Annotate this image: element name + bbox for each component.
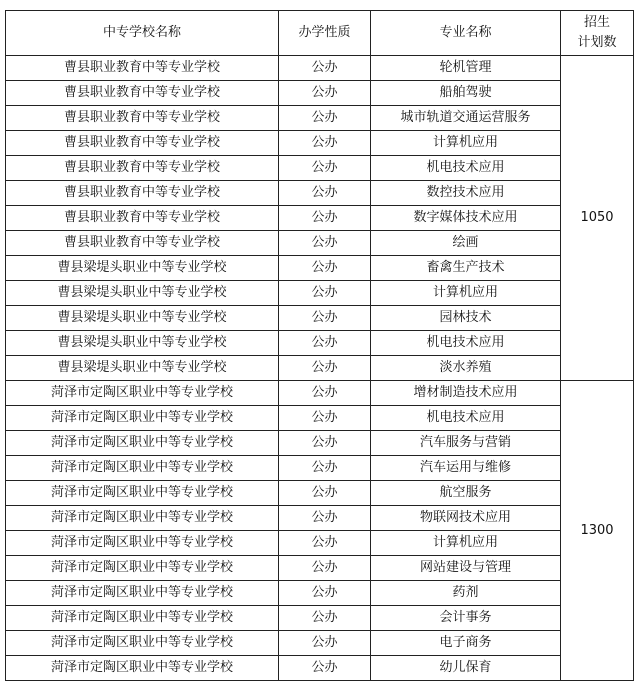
cell-school: 菏泽市定陶区职业中等专业学校	[6, 606, 279, 631]
cell-school: 菏泽市定陶区职业中等专业学校	[6, 506, 279, 531]
cell-major: 网站建设与管理	[371, 556, 561, 581]
cell-major: 数控技术应用	[371, 181, 561, 206]
cell-nature: 公办	[279, 156, 371, 181]
cell-nature: 公办	[279, 256, 371, 281]
cell-school: 曹县职业教育中等专业学校	[6, 231, 279, 256]
table-body	[6, 56, 634, 681]
cell-school: 菏泽市定陶区职业中等专业学校	[6, 431, 279, 456]
table-row	[6, 206, 634, 231]
table-row	[6, 556, 634, 581]
cell-school: 曹县梁堤头职业中等专业学校	[6, 256, 279, 281]
cell-nature: 公办	[279, 106, 371, 131]
cell-nature: 公办	[279, 531, 371, 556]
cell-major: 数字媒体技术应用	[371, 206, 561, 231]
cell-major: 汽车服务与营销	[371, 431, 561, 456]
cell-school: 菏泽市定陶区职业中等专业学校	[6, 581, 279, 606]
cell-major: 航空服务	[371, 481, 561, 506]
header-plan	[561, 11, 634, 56]
cell-nature: 公办	[279, 431, 371, 456]
table-row	[6, 406, 634, 431]
table-row	[6, 131, 634, 156]
cell-major: 幼儿保育	[371, 656, 561, 681]
cell-major: 机电技术应用	[371, 406, 561, 431]
table-row	[6, 581, 634, 606]
cell-nature: 公办	[279, 481, 371, 506]
cell-school: 菏泽市定陶区职业中等专业学校	[6, 406, 279, 431]
cell-school: 曹县梁堤头职业中等专业学校	[6, 356, 279, 381]
header-school: 中专学校名称	[6, 11, 279, 56]
cell-major: 绘画	[371, 231, 561, 256]
cell-school: 曹县职业教育中等专业学校	[6, 131, 279, 156]
cell-nature: 公办	[279, 506, 371, 531]
cell-school: 曹县梁堤头职业中等专业学校	[6, 281, 279, 306]
table-row	[6, 181, 634, 206]
cell-major: 园林技术	[371, 306, 561, 331]
table-row	[6, 481, 634, 506]
cell-nature: 公办	[279, 206, 371, 231]
cell-school: 菏泽市定陶区职业中等专业学校	[6, 631, 279, 656]
cell-major: 电子商务	[371, 631, 561, 656]
table-row	[6, 531, 634, 556]
cell-school: 菏泽市定陶区职业中等专业学校	[6, 556, 279, 581]
cell-major: 城市轨道交通运营服务	[371, 106, 561, 131]
cell-nature: 公办	[279, 381, 371, 406]
table-row	[6, 431, 634, 456]
cell-nature: 公办	[279, 581, 371, 606]
cell-school: 曹县梁堤头职业中等专业学校	[6, 331, 279, 356]
cell-nature: 公办	[279, 606, 371, 631]
cell-major: 物联网技术应用	[371, 506, 561, 531]
cell-nature: 公办	[279, 56, 371, 81]
cell-school: 曹县职业教育中等专业学校	[6, 181, 279, 206]
cell-school: 菏泽市定陶区职业中等专业学校	[6, 456, 279, 481]
cell-major: 畜禽生产技术	[371, 256, 561, 281]
table-row	[6, 506, 634, 531]
table-row	[6, 106, 634, 131]
cell-nature: 公办	[279, 456, 371, 481]
table-row	[6, 606, 634, 631]
cell-nature: 公办	[279, 356, 371, 381]
enrollment-table	[5, 10, 634, 681]
cell-major: 机电技术应用	[371, 156, 561, 181]
table-row	[6, 56, 634, 81]
cell-nature: 公办	[279, 631, 371, 656]
table-row	[6, 306, 634, 331]
table-row	[6, 231, 634, 256]
cell-nature: 公办	[279, 231, 371, 256]
table-row	[6, 156, 634, 181]
cell-major: 会计事务	[371, 606, 561, 631]
cell-major: 淡水养殖	[371, 356, 561, 381]
cell-school: 曹县职业教育中等专业学校	[6, 206, 279, 231]
cell-major: 增材制造技术应用	[371, 381, 561, 406]
table-row	[6, 631, 634, 656]
cell-school: 曹县职业教育中等专业学校	[6, 106, 279, 131]
header-major: 专业名称	[371, 11, 561, 56]
header-row	[6, 11, 634, 56]
cell-nature: 公办	[279, 406, 371, 431]
cell-nature: 公办	[279, 656, 371, 681]
cell-plan-count: 1300	[561, 381, 634, 681]
cell-school: 菏泽市定陶区职业中等专业学校	[6, 381, 279, 406]
table-row	[6, 256, 634, 281]
header-nature: 办学性质	[279, 11, 371, 56]
header-plan-line1: 招生	[583, 15, 610, 30]
cell-major: 汽车运用与维修	[371, 456, 561, 481]
cell-school: 菏泽市定陶区职业中等专业学校	[6, 481, 279, 506]
cell-major: 船舶驾驶	[371, 81, 561, 106]
cell-school: 曹县职业教育中等专业学校	[6, 81, 279, 106]
cell-major: 药剂	[371, 581, 561, 606]
cell-nature: 公办	[279, 556, 371, 581]
cell-nature: 公办	[279, 281, 371, 306]
table-row	[6, 381, 634, 406]
cell-major: 计算机应用	[371, 531, 561, 556]
cell-major: 计算机应用	[371, 131, 561, 156]
cell-nature: 公办	[279, 81, 371, 106]
cell-nature: 公办	[279, 181, 371, 206]
cell-nature: 公办	[279, 331, 371, 356]
cell-school: 曹县梁堤头职业中等专业学校	[6, 306, 279, 331]
table-row	[6, 81, 634, 106]
cell-plan-count: 1050	[561, 56, 634, 381]
cell-school: 曹县职业教育中等专业学校	[6, 56, 279, 81]
table-row	[6, 656, 634, 681]
cell-major: 轮机管理	[371, 56, 561, 81]
table-row	[6, 331, 634, 356]
table-row	[6, 281, 634, 306]
header-plan-line2: 计划数	[577, 35, 617, 50]
cell-school: 菏泽市定陶区职业中等专业学校	[6, 656, 279, 681]
cell-major: 计算机应用	[371, 281, 561, 306]
cell-nature: 公办	[279, 306, 371, 331]
cell-school: 菏泽市定陶区职业中等专业学校	[6, 531, 279, 556]
cell-major: 机电技术应用	[371, 331, 561, 356]
table-row	[6, 456, 634, 481]
table-row	[6, 356, 634, 381]
cell-nature: 公办	[279, 131, 371, 156]
cell-school: 曹县职业教育中等专业学校	[6, 156, 279, 181]
